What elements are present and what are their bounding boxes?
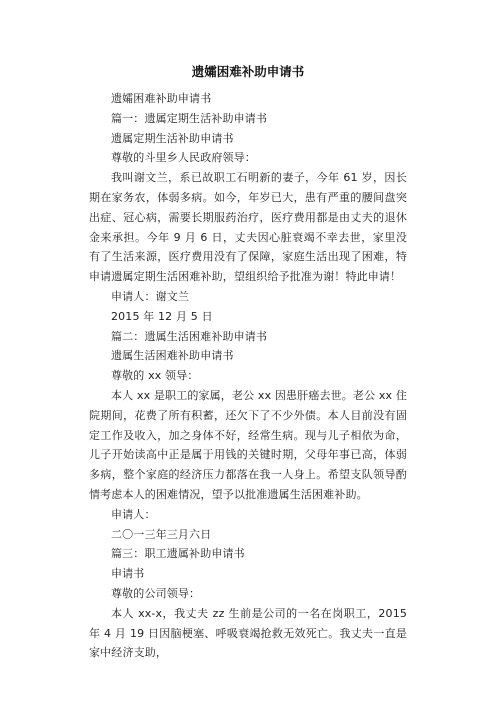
- section-3-heading: 篇三：职工遗属补助申请书: [111, 547, 245, 561]
- section-2-salutation: 尊敬的 xx 领导：: [111, 369, 199, 383]
- section-1-body: 我叫谢文兰，系已故职工石明新的妻子，今年 61 岁，因长期在家务农，体弱多病。如今，年岁已大，患有严重的腰间盘突出症、冠心病，需要长期服药治疗，医疗费用都是由丈夫的退休金来承担。今年 9 月 6 日，丈夫因心脏衰竭不幸去世，家里没有了生活来源，医疗费用没有了保障，家庭生活出现了困难，特申请遗属定期生活困难补助，望组织给予批准为谢！特此申请！: [89, 171, 407, 284]
- section-2-body: 本人 xx 是职工的家属，老公 xx 因患肝癌去世。老公 xx 住院期间，花费了所有积蓄，还欠下了不少外债。本人目前没有固定工作及收入，加之身体不好，经常生病。现与儿子相依为命，儿子开始读高中正是属于用钱的关键时期，父母年事已高，体弱多病，整个家庭的经济压力都落在我一人身上。希望支队领导酌情考虑本人的困难情况，望予以批准遗属生活困难补助。: [89, 388, 407, 501]
- section-3-title: 申请书: [111, 567, 145, 581]
- section-1-heading: 篇一：遗属定期生活补助申请书: [111, 111, 268, 125]
- doc-heading: 遗孀困难补助申请书: [111, 92, 212, 105]
- section-2-date: 二〇一三年三月六日: [111, 527, 212, 541]
- section-1-date: 2015 年 12 月 5 日: [111, 309, 213, 323]
- section-2-heading: 篇二：遗属生活困难补助申请书: [111, 329, 268, 343]
- section-1-salutation: 尊敬的斗里乡人民政府领导：: [111, 151, 256, 165]
- section-1-title: 遗属定期生活补助申请书: [111, 131, 234, 145]
- document-body: [89, 89, 407, 663]
- section-3-body: 本人 xx-x，我丈夫 zz 生前是公司的一名在岗职工，2015 年 4 月 19 日因脑梗塞、呼吸衰竭抢救无效死亡。我丈夫一直是家中经济支助，: [89, 606, 407, 660]
- document-title: 遗孀困难补助申请书: [191, 64, 305, 79]
- section-3-salutation: 尊敬的公司领导：: [111, 586, 201, 600]
- section-1-applicant: 申请人：谢文兰: [111, 289, 190, 303]
- section-2-applicant: 申请人：: [111, 507, 156, 521]
- section-2-title: 遗属生活困难补助申请书: [111, 349, 234, 363]
